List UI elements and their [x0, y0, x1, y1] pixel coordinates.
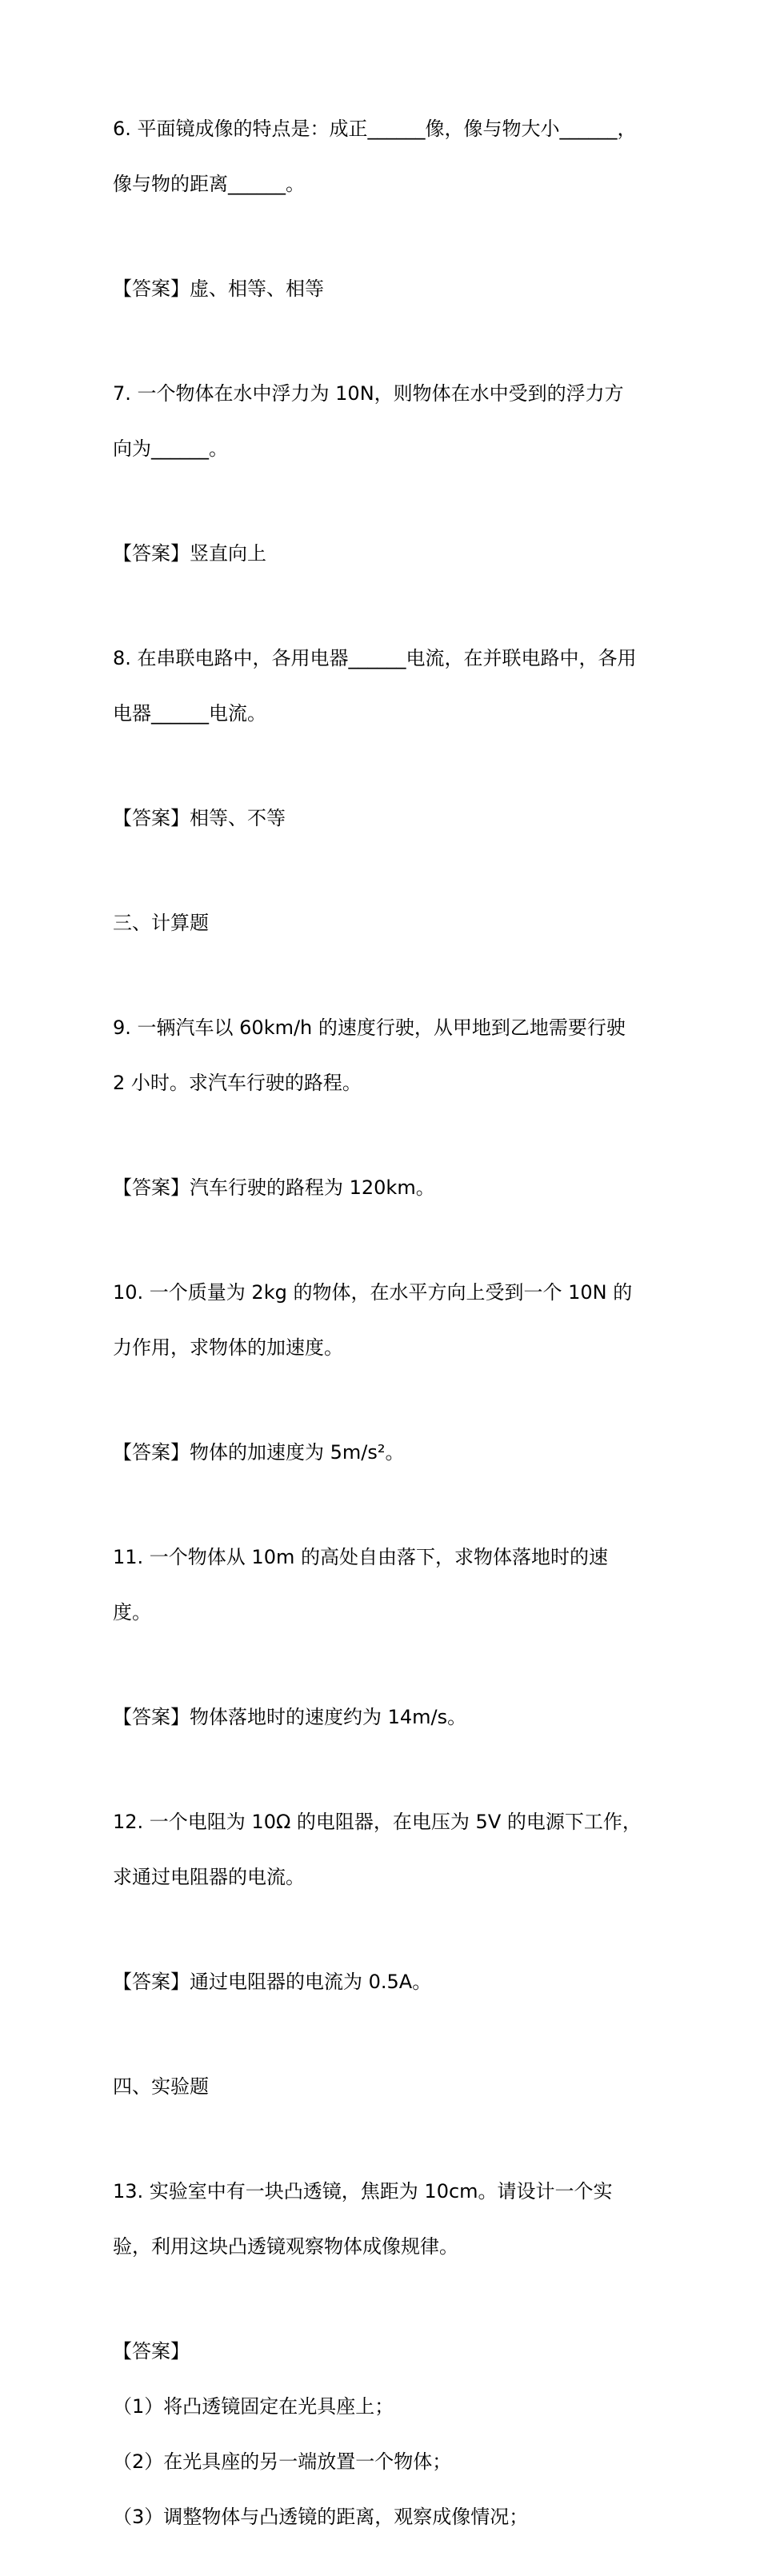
text-line: 求通过电阻器的电流。 — [113, 1866, 305, 1888]
answer-12 — [113, 1936, 657, 2028]
text-line: 【答案】通过电阻器的电流为 0.5A。 — [113, 1971, 432, 1993]
text-line: 像与物的距离______。 — [113, 173, 305, 195]
section-heading-calculation — [113, 877, 657, 969]
text-line: 9. 一辆汽车以 60km/h 的速度行驶，从甲地到乙地需要行驶 — [113, 1016, 626, 1039]
text-line: 四、实验题 — [113, 2075, 209, 2098]
text-line: 7. 一个物体在水中浮力为 10N，则物体在水中受到的浮力方 — [113, 382, 624, 405]
question-12 — [113, 1776, 657, 1923]
text-line: 向为______。 — [113, 437, 228, 460]
answer-11 — [113, 1671, 657, 1763]
text-line: 2 小时。求汽车行驶的路程。 — [113, 1072, 362, 1094]
text-line: （1）将凸透镜固定在光具座上； — [113, 2395, 394, 2418]
question-6 — [113, 83, 657, 230]
text-line: 【答案】物体落地时的速度约为 14m/s。 — [113, 1706, 467, 1728]
text-line: 【答案】竖直向上 — [113, 542, 266, 565]
answer-9 — [113, 1142, 657, 1234]
text-line: 8. 在串联电路中，各用电器______电流，在并联电路中，各用 — [113, 647, 637, 669]
text-line: 【答案】虚、相等、相等 — [113, 278, 324, 300]
answer-7 — [113, 508, 657, 600]
question-11 — [113, 1512, 657, 1659]
text-line: 6. 平面镜成像的特点是：成正______像，像与物大小______， — [113, 118, 637, 140]
document-page — [113, 83, 657, 2576]
question-9 — [113, 982, 657, 1129]
answer-13 — [113, 2306, 657, 2563]
text-line: 13. 实验室中有一块凸透镜，焦距为 10cm。请设计一个实 — [113, 2180, 613, 2203]
text-line: （2）在光具座的另一端放置一个物体； — [113, 2450, 452, 2473]
text-line: 【答案】相等、不等 — [113, 807, 286, 829]
section-heading-experiment — [113, 2041, 657, 2133]
answer-6 — [113, 243, 657, 335]
text-line: 三、计算题 — [113, 912, 209, 934]
text-line: 【答案】汽车行驶的路程为 120km。 — [113, 1176, 435, 1199]
text-line: 验，利用这块凸透镜观察物体成像规律。 — [113, 2235, 458, 2258]
answer-10 — [113, 1407, 657, 1499]
question-7 — [113, 348, 657, 495]
text-line: 12. 一个电阻为 10Ω 的电阻器，在电压为 5V 的电源下工作， — [113, 1811, 642, 1833]
text-line: 10. 一个质量为 2kg 的物体，在水平方向上受到一个 10N 的 — [113, 1281, 633, 1304]
text-line: 11. 一个物体从 10m 的高处自由落下，求物体落地时的速 — [113, 1546, 608, 1568]
question-13 — [113, 2146, 657, 2293]
question-10 — [113, 1247, 657, 1394]
text-line: 【答案】 — [113, 2340, 190, 2362]
text-line: 【答案】物体的加速度为 5m/s²。 — [113, 1441, 405, 1464]
text-line: （3）调整物体与凸透镜的距离，观察成像情况； — [113, 2506, 529, 2528]
text-line: 电器______电流。 — [113, 702, 266, 725]
text-line: 力作用，求物体的加速度。 — [113, 1336, 343, 1359]
answer-8 — [113, 773, 657, 865]
question-8 — [113, 613, 657, 760]
text-line: 度。 — [113, 1601, 151, 1623]
